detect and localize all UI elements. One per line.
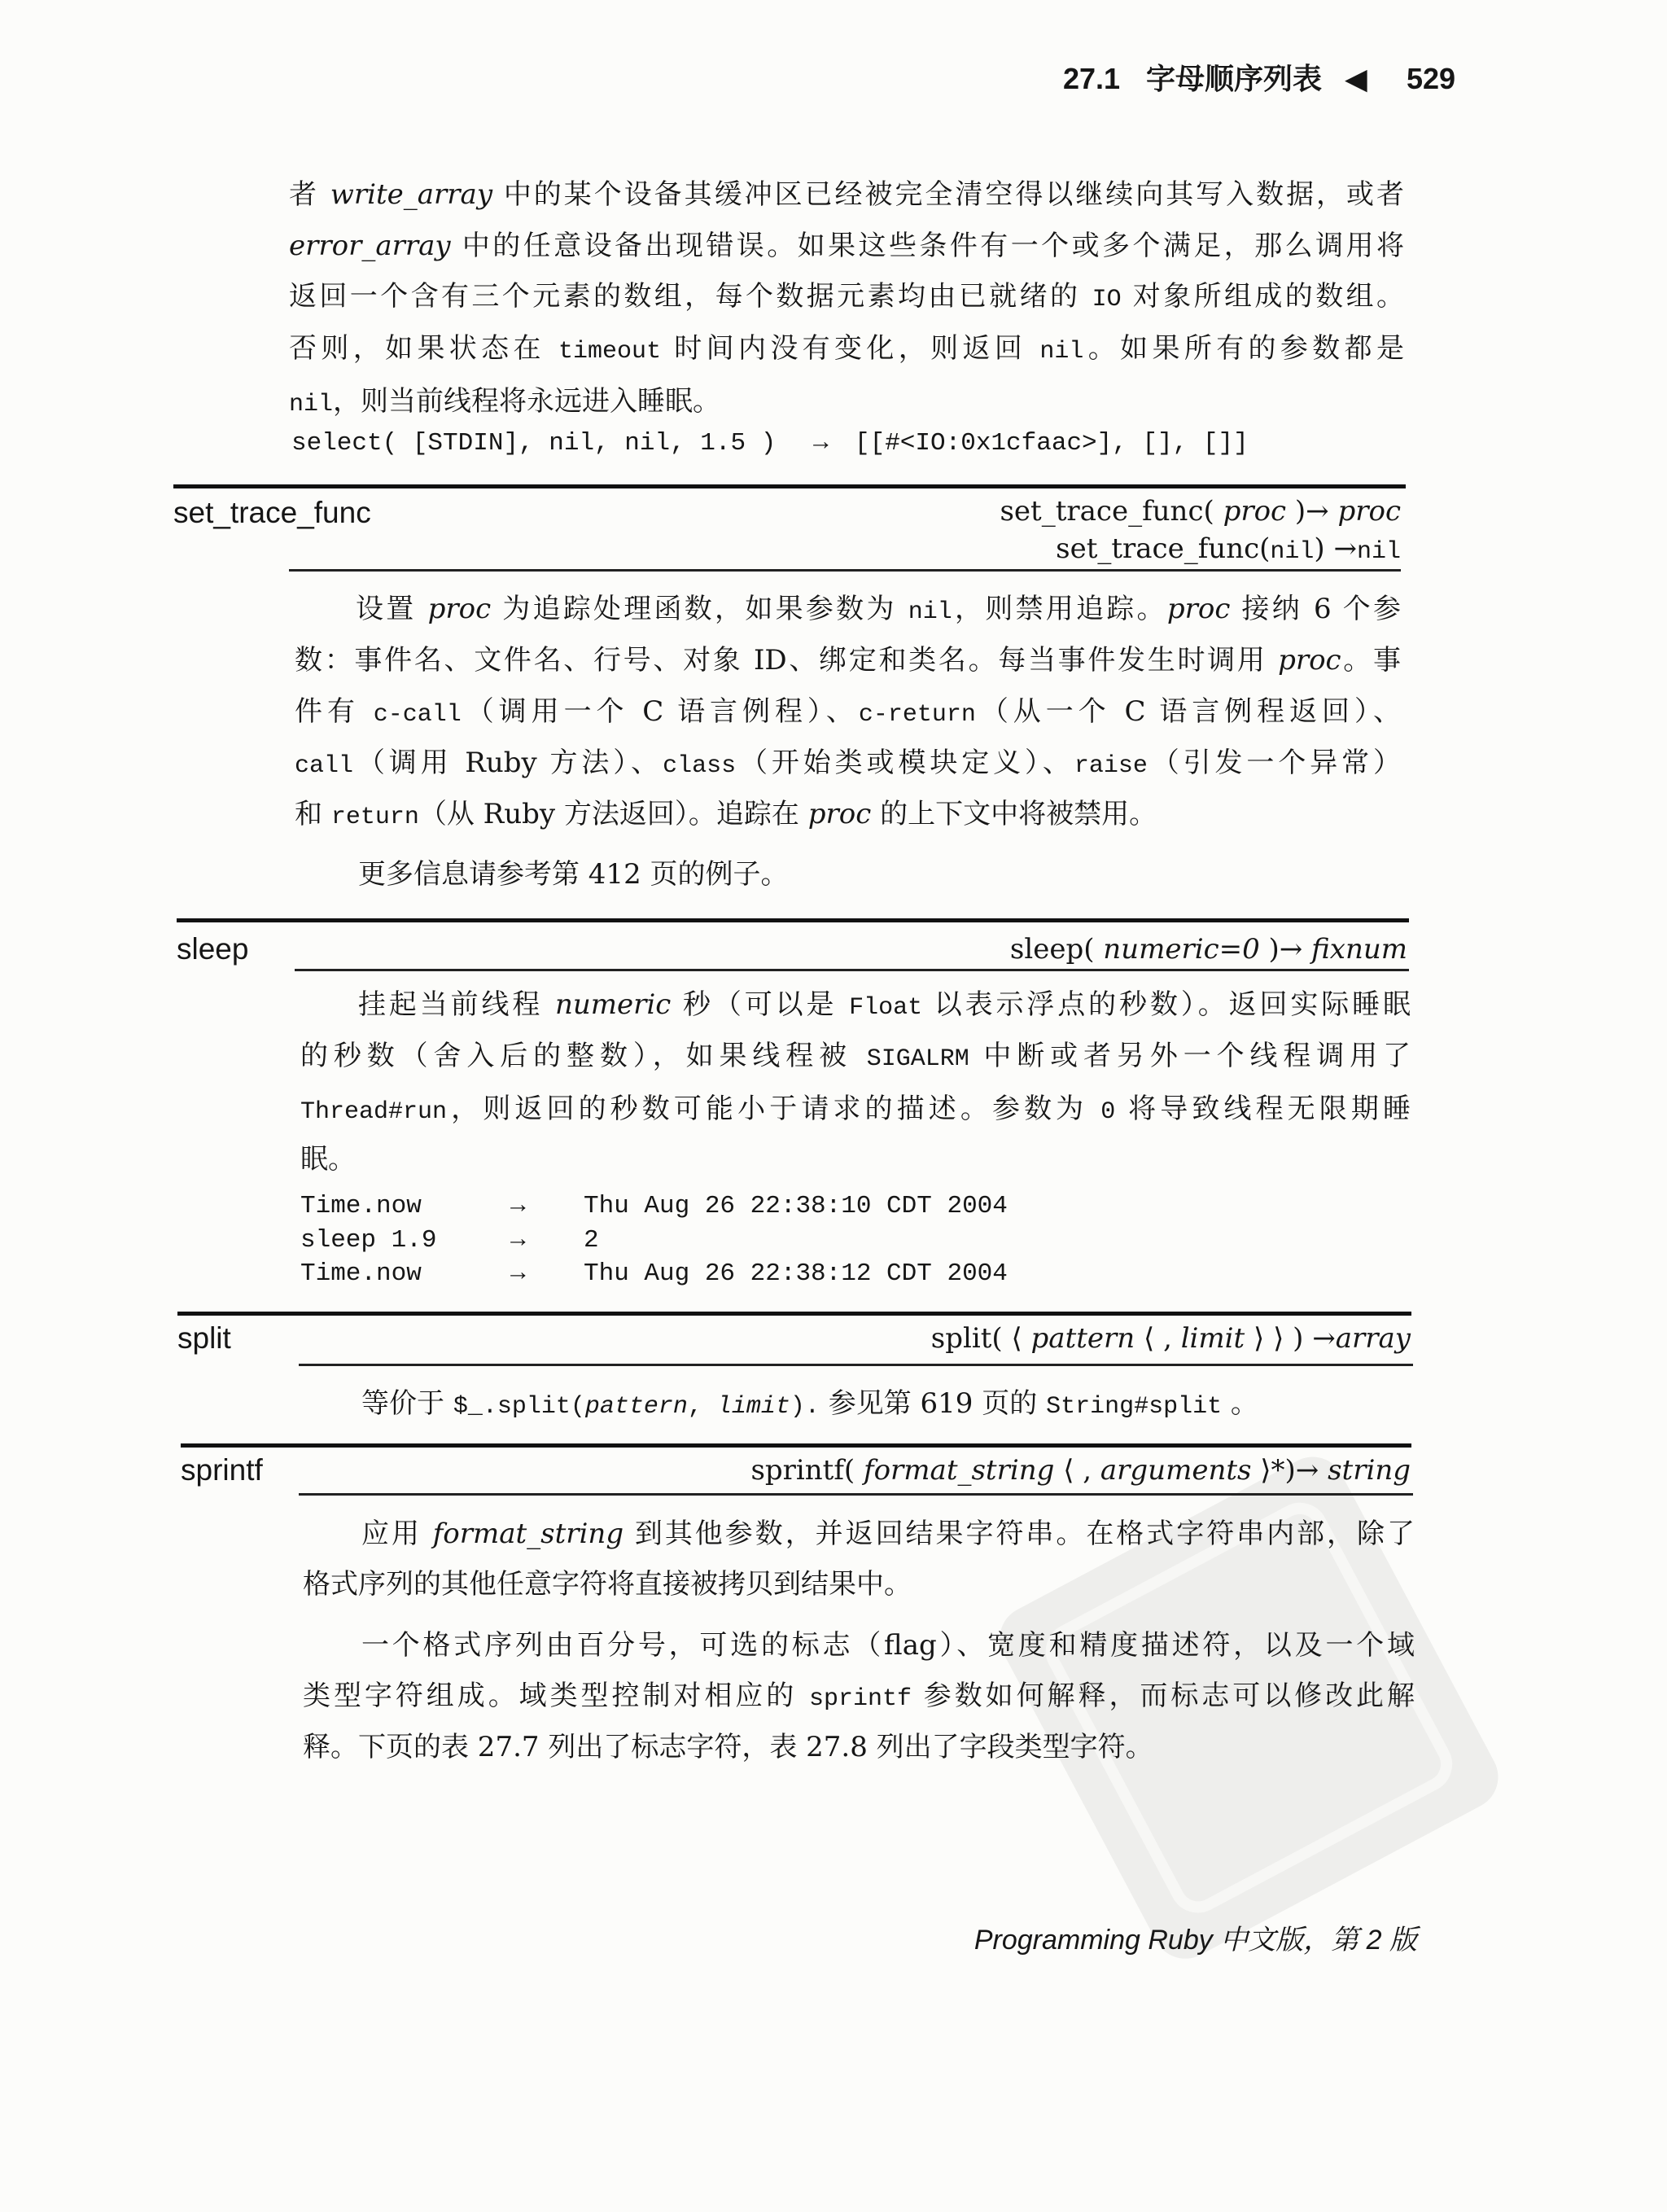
text-segment: 数：事件名、文件名、行号、对象 ID、绑定和类名。每当事件发生时调用 [295,644,1279,677]
header-section-title: 字母顺序列表 [1146,62,1323,95]
header-marker-icon: ◀ [1345,62,1367,95]
intro-line-2 [289,226,1404,266]
italic-term: limit [1180,1322,1245,1355]
text-segment: 将导致线程无限期睡 [1115,1093,1411,1125]
italic-term: proc [1278,644,1341,677]
text-segment: 和 [295,798,331,830]
signature-text: ⟩ ⟩ ) → [1245,1322,1336,1355]
code-italic-term: pattern [584,1393,688,1421]
sleep-line-4 [300,1139,356,1180]
example-arrow: → [813,429,829,458]
trace-line-5 [295,794,1157,834]
book-title-footer: Programming Ruby 中文版，第 2 版 [974,1925,1417,1956]
italic-term: proc [1223,495,1287,528]
text-segment: 。 [1222,1387,1258,1420]
text-segment: 眠。 [300,1143,356,1176]
signature-text: ) → [1314,532,1357,565]
signature-sleep [1010,931,1407,968]
italic-term: format_string [432,1518,624,1550]
text-segment: 。事 [1341,644,1401,677]
text-segment: ，则返回的秒数可能小于请求的描述。参数为 [447,1093,1101,1125]
split-description [361,1383,1258,1424]
example-arrow: → [510,1259,526,1288]
text-segment: 件有 [295,695,374,728]
code-term: call [295,752,354,780]
code-term: c-call [373,701,462,729]
italic-term: proc [807,798,872,830]
example-result: Thu Aug 26 22:38:10 CDT 2004 [584,1192,1008,1220]
signature-text: sleep( [1009,933,1104,966]
code-term: c-return [858,701,976,729]
code-term: nil [1039,338,1084,366]
signature-1 [1000,493,1401,530]
trace-line-3 [295,691,1401,732]
code-term: nil [1356,538,1401,566]
code-term: timeout [558,338,662,366]
italic-term: proc [427,593,492,625]
entry-divider-thin [289,569,1401,572]
signature-text: set_trace_func( [1056,532,1271,565]
entry-divider-thick [181,1443,1411,1448]
sprintf-p1-line-1 [361,1513,1415,1554]
intro-line-1 [289,174,1404,215]
signature-text: split( ⟨ [930,1322,1031,1355]
sprintf-p1-line-2 [303,1564,912,1605]
trace-line-1 [356,589,1401,629]
entry-divider-thin [299,1493,1413,1496]
signature-text: set_trace_func( [1000,495,1223,528]
italic-term: format_string [864,1454,1055,1487]
intro-line-5 [289,381,720,422]
text-segment: （从一个 C 语言例程返回）、 [975,695,1401,728]
text-segment: （引发一个异常） [1147,747,1402,779]
code-term: Float [849,994,923,1022]
entry-name-sleep: sleep [177,932,249,966]
text-segment: 参见第 619 页的 [819,1387,1047,1420]
code-term: nil [1270,538,1315,566]
text-segment: 中的某个设备其缓冲区已经被完全清空得以继续向其写入数据，或者 [492,178,1405,211]
text-segment: 接纳 6 个参 [1230,593,1401,625]
entry-divider-thin [295,969,1409,971]
signature-text: ⟨ , [1054,1454,1100,1487]
text-segment: 挂起当前线程 [358,988,555,1021]
signature-sprintf [750,1452,1411,1489]
trace-line-2 [295,640,1401,681]
text-segment: ，则禁用追踪。 [952,593,1167,625]
code-italic-term: limit [716,1393,790,1421]
text-segment: 时间内没有变化，则返回 [661,332,1040,365]
sprintf-p2-line-1 [361,1625,1415,1666]
signature-text: ⟩*)→ [1251,1454,1328,1487]
italic-term: fixnum [1311,933,1407,966]
code-term: nil [908,598,952,626]
signature-text: )→ [1286,495,1338,528]
example-code: sleep 1.9 [300,1226,437,1255]
italic-term: proc [1166,593,1231,625]
text-segment: 以表示浮点的秒数）。返回实际睡眠 [922,988,1411,1021]
example-code: select( [STDIN], nil, nil, 1.5 ) [291,429,777,458]
text-segment: （从 Ruby 方法返回）。追踪在 [418,798,808,830]
example-code: Time.now [300,1192,422,1220]
entry-divider-thick [173,484,1406,488]
italic-term: array [1335,1322,1411,1355]
text-segment: 的上下文中将被禁用。 [871,798,1157,830]
example-result: [[#<IO:0x1cfaac>], [], []] [855,429,1249,458]
signature-2 [1056,530,1401,567]
text-segment: 秒（可以是 [671,988,850,1021]
italic-term: proc [1337,495,1401,528]
header-page-number: 529 [1407,62,1456,95]
entry-name-sprintf: sprintf [181,1453,263,1487]
italic-term: string [1328,1454,1411,1487]
trace-line-4 [295,742,1401,783]
code-term: class [663,752,737,780]
example-arrow: → [510,1226,526,1255]
signature-text: ⟨ , [1135,1322,1181,1355]
text-segment: 类型字符组成。域类型控制对相应的 [303,1680,809,1712]
text-segment: 的秒数（舍入后的整数），如果线程被 [300,1040,867,1072]
entry-divider-thick [177,1312,1411,1316]
code-term: Thread#run [300,1098,448,1126]
text-segment: （开始类或模块定义）、 [736,747,1074,779]
sprintf-p2-line-2 [303,1675,1415,1716]
code-term: IO [1092,286,1122,313]
text-segment: 设置 [356,593,428,625]
italic-term: pattern [1030,1322,1135,1355]
code-term: String#split [1046,1393,1223,1421]
example-result: Thu Aug 26 22:38:12 CDT 2004 [584,1259,1008,1288]
italic-term: arguments [1100,1454,1252,1487]
example-arrow: → [510,1192,526,1220]
text-segment: 中的任意设备出现错误。如果这些条件有一个或多个满足，那么调用将 [450,230,1404,262]
text-segment: 对象所组成的数组。 [1121,280,1404,313]
code-term: sprintf [808,1685,912,1713]
text-segment: 中断或者另外一个线程调用了 [969,1040,1411,1072]
example-code: Time.now [300,1259,422,1288]
trace-more-info: 更多信息请参考第 412 页的例子。 [358,858,789,891]
sprintf-p2-line-3 [303,1727,1153,1767]
text-segment: 一个格式序列由百分号，可选的标志（flag）、宽度和精度描述符，以及一个域 [361,1629,1415,1662]
text-segment: 格式序列的其他任意字符将直接被拷贝到结果中。 [303,1568,912,1601]
signature-split [931,1320,1411,1357]
intro-line-4 [289,328,1404,369]
code-term: $_.split( [453,1393,585,1421]
text-segment: 否则，如果状态在 [289,332,559,365]
text-segment: 应用 [361,1518,433,1550]
italic-term: write_array [330,178,493,211]
text-segment: 。如果所有的参数都是 [1083,332,1404,365]
text-segment: 者 [289,178,330,211]
entry-name-set-trace-func: set_trace_func [173,496,371,529]
code-term: , [687,1393,717,1421]
text-segment: 等价于 [361,1387,453,1420]
text-segment: （调用 Ruby 方法）、 [353,747,663,779]
code-term: raise [1074,752,1148,780]
sleep-line-2 [300,1036,1411,1076]
code-term: return [330,804,419,831]
entry-divider-thick [177,918,1409,922]
text-segment: （调用一个 C 语言例程）、 [461,695,859,728]
text-segment: 释。下页的表 27.7 列出了标志字符，表 27.8 列出了字段类型字符。 [303,1731,1153,1763]
text-segment: 参数如何解释，而标志可以修改此解 [911,1680,1415,1712]
sleep-line-1 [358,984,1411,1025]
example-result: 2 [584,1226,599,1255]
code-term: 0 [1100,1098,1116,1126]
code-term: SIGALRM [866,1045,969,1073]
code-term: ). [790,1393,820,1421]
entry-name-split: split [177,1321,231,1355]
text-segment: 为追踪处理函数，如果参数为 [491,593,908,625]
italic-term: error_array [289,230,451,262]
signature-text: )→ [1259,933,1312,966]
text-segment: ，则当前线程将永远进入睡眠。 [333,385,721,418]
text-segment: 到其他参数，并返回结果字符串。在格式字符串内部，除了 [623,1518,1415,1550]
text-segment: 返回一个含有三个元素的数组，每个数据元素均由已就绪的 [289,280,1092,313]
sleep-line-3 [300,1088,1411,1129]
signature-text: sprintf( [750,1454,864,1487]
code-term: nil [289,391,334,418]
italic-term: numeric [554,988,672,1021]
intro-line-3 [289,276,1404,317]
entry-divider-thin [299,1364,1413,1366]
header-section-number: 27.1 [1063,62,1121,95]
italic-term: numeric=0 [1103,933,1260,966]
